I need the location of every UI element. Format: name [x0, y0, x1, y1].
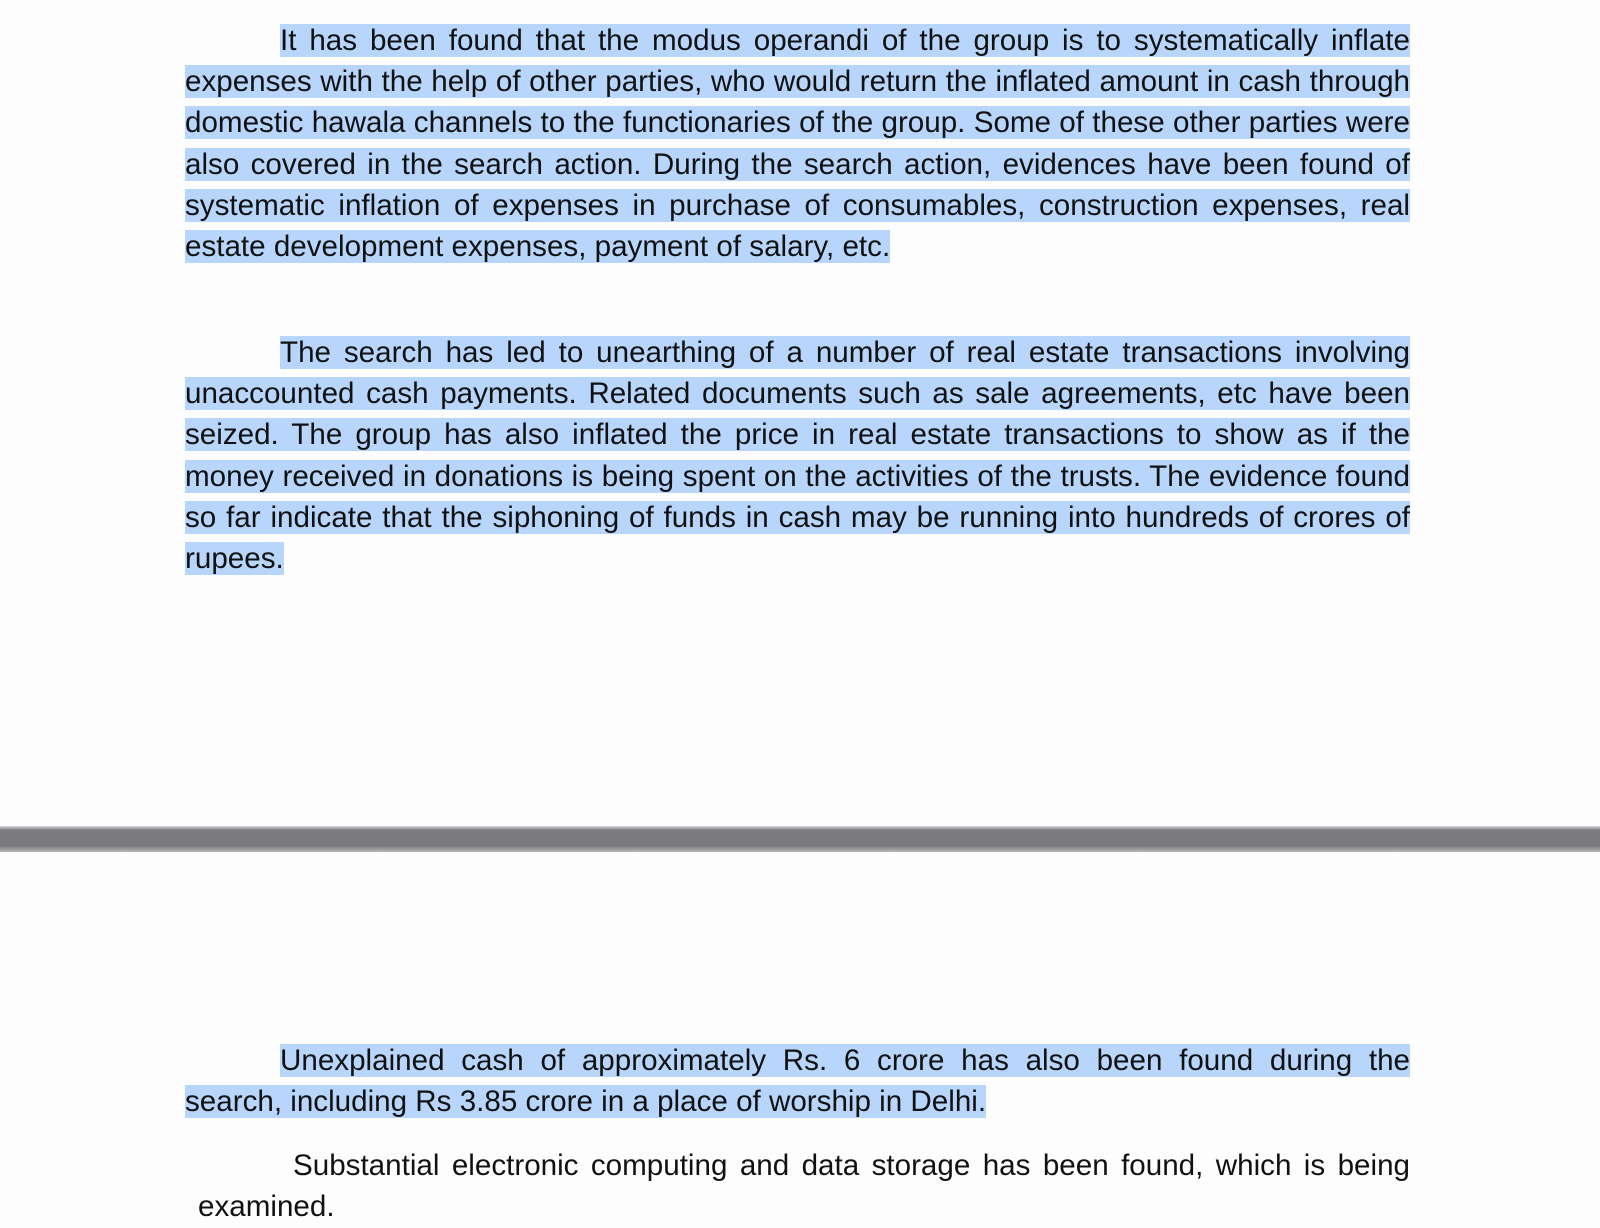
paragraph-electronic-data[interactable] — [198, 1145, 1410, 1227]
paragraph-modus-operandi[interactable] — [185, 20, 1410, 267]
paragraph-real-estate[interactable] — [185, 332, 1410, 579]
selected-text[interactable]: The search has led to unearthing of a number of real estate transactions involving unaccounted cash payments. Related documents such as sale agreements, etc have been seized. The group has also inflated the price in real estate transactions to show as if the money received in donations is being spent on the activities of the trusts. The evidence found so far indicate that the siphoning of funds in cash may be running into hundreds of crores of rupees. — [185, 336, 1410, 576]
selected-text[interactable]: Unexplained cash of approximately Rs. 6 crore has also been found during the search, including Rs 3.85 crore in a place of worship in Delhi. — [185, 1044, 1410, 1119]
selected-text[interactable]: It has been found that the modus operandi of the group is to systematically inflate expenses with the help of other parties, who would return the inflated amount in cash through domestic hawala channels to the functionaries of the group. Some of these other parties were also covered in the search action. During the search action, evidences have been found of systematic inflation of expenses in purchase of consumables, construction expenses, real estate development expenses, payment of salary, etc. — [185, 24, 1410, 264]
paragraph-text[interactable]: Substantial electronic computing and data storage has been found, which is being examined. — [198, 1149, 1410, 1224]
paragraph-unexplained-cash[interactable] — [185, 1040, 1410, 1122]
page-separator — [0, 826, 1600, 852]
